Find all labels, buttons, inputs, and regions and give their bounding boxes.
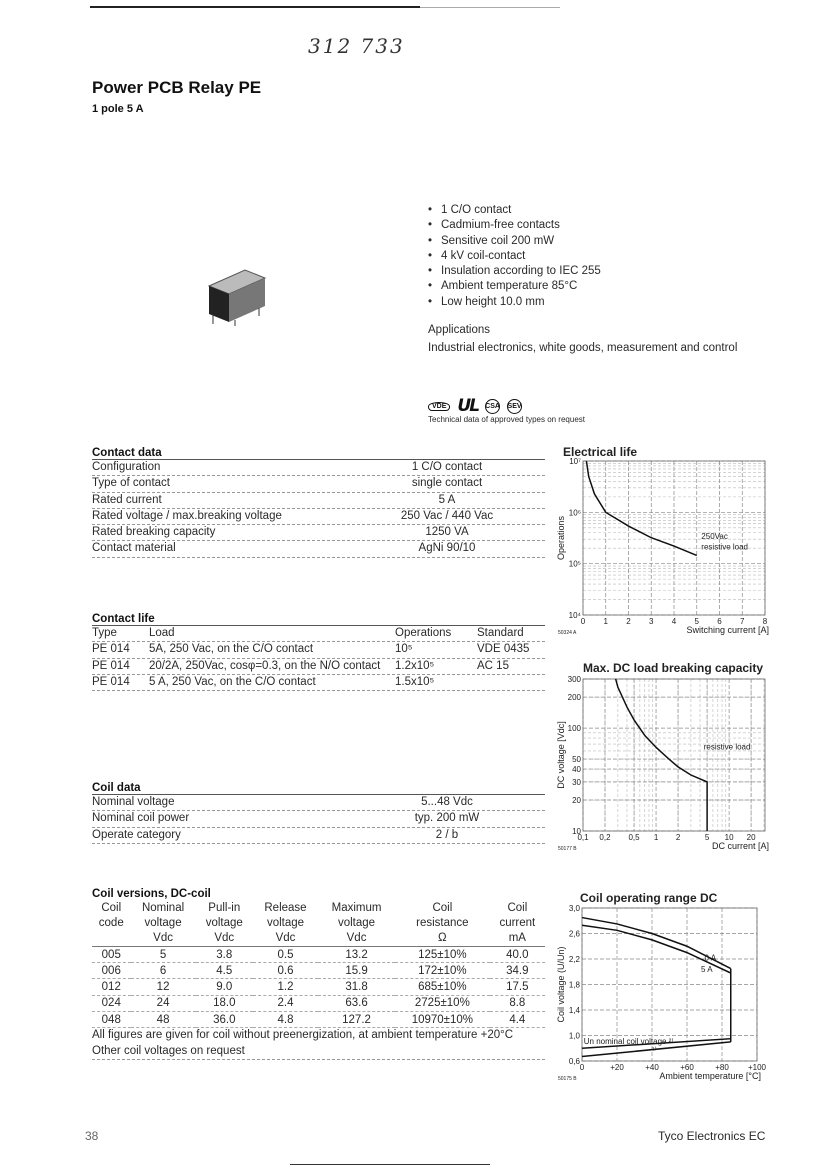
feature-item: • 1 C/O contact bbox=[428, 203, 601, 218]
chart-title: Max. DC load breaking capacity bbox=[583, 661, 764, 675]
contact-data-heading: Contact data bbox=[92, 447, 545, 460]
cell: 36.0 bbox=[196, 1012, 253, 1028]
x-tick-label: 8 bbox=[762, 617, 768, 626]
top-rule bbox=[90, 6, 420, 8]
table-row bbox=[92, 946, 545, 962]
y-axis-label: Operations bbox=[556, 515, 566, 561]
annotation: ¹⁾ bbox=[652, 1045, 657, 1055]
dc-breaking-capacity-chart bbox=[555, 660, 775, 860]
csa-mark-icon: CSA bbox=[485, 399, 500, 414]
y-tick-label: 300 bbox=[567, 675, 581, 684]
header-cell: Vdc bbox=[131, 931, 196, 947]
x-tick-label: 4 bbox=[671, 617, 677, 626]
x-tick-label: 0 bbox=[579, 1063, 585, 1072]
x-tick-label: 0,5 bbox=[628, 833, 640, 842]
cell: Operations bbox=[395, 627, 452, 639]
cell: PE 014 bbox=[92, 659, 130, 672]
annotation: Un nominal coil voltage ²⁾ bbox=[583, 1036, 674, 1046]
y-tick-label: 2,2 bbox=[568, 955, 580, 964]
header-cell: voltage bbox=[266, 916, 305, 929]
spec-label: Nominal voltage bbox=[92, 796, 175, 808]
y-tick-label: 1,8 bbox=[568, 980, 580, 990]
annotation: 0 A bbox=[704, 953, 717, 963]
cell: 9.0 bbox=[196, 979, 253, 995]
relay-product-image bbox=[205, 258, 267, 326]
table-header-row bbox=[92, 915, 545, 930]
chart-title: Electrical life bbox=[563, 445, 638, 459]
x-tick-label: 10 bbox=[724, 833, 734, 842]
spec-label: Rated current bbox=[92, 493, 162, 506]
y-tick-label: 30 bbox=[572, 777, 581, 787]
series-line bbox=[582, 925, 731, 1042]
spec-row bbox=[92, 460, 545, 476]
x-tick-label: 5 bbox=[704, 833, 710, 842]
feature-item: • Low height 10.0 mm bbox=[428, 295, 601, 310]
header-cell: Vdc bbox=[253, 931, 318, 947]
spec-row bbox=[92, 493, 545, 509]
cell: 4.8 bbox=[253, 1012, 318, 1028]
spec-value: 5...48 Vdc bbox=[421, 796, 473, 808]
y-tick-label: 10 bbox=[572, 827, 581, 836]
spec-label: Nominal coil power bbox=[92, 812, 190, 825]
page-number: 38 bbox=[85, 1129, 99, 1143]
x-tick-label: 0,1 bbox=[577, 833, 589, 842]
page-title: Power PCB Relay PE bbox=[92, 78, 262, 97]
spec-label: Contact material bbox=[92, 542, 176, 555]
cell: 34.9 bbox=[490, 963, 545, 979]
table-row bbox=[92, 995, 545, 1011]
x-tick-label: +100 bbox=[747, 1063, 767, 1072]
annotation: 5 A bbox=[701, 964, 713, 974]
cell: 63.6 bbox=[318, 995, 395, 1011]
table-header-row bbox=[92, 626, 545, 642]
coil-operating-range-chart bbox=[555, 888, 775, 1093]
spec-row bbox=[92, 525, 545, 541]
spec-row bbox=[92, 811, 545, 827]
cell: 17.5 bbox=[490, 979, 545, 995]
header-cell: Nominal bbox=[141, 901, 185, 914]
x-tick-label: 2 bbox=[675, 833, 681, 842]
y-tick-label: 100 bbox=[567, 724, 581, 734]
chart-code: 50177 B bbox=[558, 846, 577, 852]
cell: 012 bbox=[92, 979, 131, 995]
spec-row bbox=[92, 828, 545, 844]
cell: 4.4 bbox=[490, 1012, 545, 1028]
x-tick-label: 3 bbox=[649, 617, 654, 626]
header-cell: voltage bbox=[144, 916, 182, 929]
cell: 127.2 bbox=[318, 1012, 395, 1028]
table-row bbox=[92, 659, 545, 675]
cell: 685±10% bbox=[395, 979, 490, 995]
y-tick-label: 1,4 bbox=[568, 1006, 580, 1015]
y-tick-label: 20 bbox=[572, 796, 581, 806]
cell: 3.8 bbox=[196, 946, 253, 962]
x-axis-label: DC current [A] bbox=[711, 841, 769, 851]
footer-company: Tyco Electronics EC bbox=[658, 1129, 766, 1143]
chart-code: 50175 B bbox=[558, 1076, 577, 1082]
feature-item: • Ambient temperature 85°C bbox=[428, 279, 601, 294]
header-cell: voltage bbox=[205, 916, 243, 929]
coil-data-section bbox=[92, 782, 545, 844]
spec-value: 2 / b bbox=[435, 828, 459, 841]
spec-row bbox=[92, 509, 545, 525]
x-tick-label: 2 bbox=[626, 617, 631, 626]
header-cell: Ω bbox=[395, 931, 490, 947]
top-rule-thin bbox=[420, 7, 560, 8]
header-cell: voltage bbox=[337, 916, 376, 929]
approval-marks bbox=[428, 396, 522, 416]
plot-frame bbox=[583, 679, 765, 831]
y-tick-label: 10⁴ bbox=[568, 611, 581, 620]
y-axis-label: Coil voltage (U/Un) bbox=[556, 946, 566, 1023]
x-tick-label: +60 bbox=[680, 1063, 694, 1072]
header-cell: resistance bbox=[416, 916, 469, 929]
x-axis-label: Switching current [A] bbox=[686, 625, 769, 635]
header-cell: Coil bbox=[507, 901, 528, 914]
bottom-rule bbox=[290, 1164, 490, 1165]
cell: 172±10% bbox=[395, 963, 490, 979]
spec-row bbox=[92, 476, 545, 492]
cell: 5 bbox=[131, 946, 196, 962]
feature-item: • Cadmium-free contacts bbox=[428, 218, 601, 233]
annotation: 250Vac bbox=[701, 532, 728, 542]
feature-item: • Sensitive coil 200 mW bbox=[428, 234, 601, 249]
header-cell: Pull-in bbox=[208, 901, 241, 914]
cell: 005 bbox=[92, 946, 131, 962]
coil-versions-heading: Coil versions, DC-coil bbox=[92, 888, 211, 900]
cell: 048 bbox=[92, 1012, 131, 1028]
y-tick-label: 200 bbox=[567, 693, 581, 703]
header-cell: Coil bbox=[101, 901, 122, 914]
x-axis-label: Ambient temperature [°C] bbox=[659, 1071, 761, 1081]
cell: 4.5 bbox=[196, 963, 253, 979]
cell: 8.8 bbox=[490, 995, 545, 1011]
handwritten-number: 312 733 bbox=[308, 34, 405, 58]
feature-item: • 4 kV coil-contact bbox=[428, 249, 601, 264]
cell: 10⁵ bbox=[395, 643, 413, 656]
cell: Load bbox=[149, 627, 175, 639]
header-cell: mA bbox=[490, 931, 545, 947]
table-header-row bbox=[92, 931, 545, 947]
x-tick-label: 6 bbox=[717, 617, 722, 626]
y-tick-label: 40 bbox=[572, 765, 581, 775]
table-row bbox=[92, 642, 545, 658]
spec-label: Rated voltage / max.breaking voltage bbox=[92, 509, 282, 522]
x-tick-label: 1 bbox=[603, 617, 608, 626]
y-tick-label: 50 bbox=[572, 755, 581, 765]
cell: 10970±10% bbox=[395, 1012, 490, 1028]
feature-list bbox=[428, 203, 601, 310]
cell: 1.2x10⁵ bbox=[395, 659, 435, 672]
y-tick-label: 0,6 bbox=[568, 1057, 580, 1066]
cell: AC 15 bbox=[477, 659, 509, 672]
series-line bbox=[586, 461, 696, 555]
electrical-life-chart bbox=[555, 445, 775, 645]
coil-versions-table bbox=[92, 900, 545, 1028]
cell: 18.0 bbox=[196, 995, 253, 1011]
cell: 13.2 bbox=[318, 946, 395, 962]
table-row bbox=[92, 1012, 545, 1028]
table-row bbox=[92, 979, 545, 995]
cell: 12 bbox=[131, 979, 196, 995]
cell: 006 bbox=[92, 963, 131, 979]
y-tick-label: 1,0 bbox=[568, 1031, 580, 1041]
y-tick-label: 10⁷ bbox=[569, 457, 581, 466]
cell: 15.9 bbox=[318, 963, 395, 979]
y-tick-label: 2,6 bbox=[568, 929, 580, 939]
y-tick-label: 10⁵ bbox=[568, 559, 581, 569]
spec-row bbox=[92, 795, 545, 811]
header-cell: Vdc bbox=[196, 931, 253, 947]
header-cell: Maximum bbox=[331, 901, 382, 914]
cell: 024 bbox=[92, 995, 131, 1011]
chart-code: 50324 A bbox=[558, 630, 577, 636]
cell: 125±10% bbox=[395, 946, 490, 962]
contact-life-section bbox=[92, 613, 545, 691]
annotation: resistive load bbox=[703, 742, 751, 752]
cell: 1.2 bbox=[253, 979, 318, 995]
spec-label: Configuration bbox=[92, 461, 161, 473]
spec-value: 1 C/O contact bbox=[411, 461, 483, 473]
cell: 20/2A, 250Vac, cosφ=0.3, on the N/O contact bbox=[149, 659, 381, 672]
x-tick-label: +20 bbox=[610, 1063, 624, 1072]
approvals-note: Technical data of approved types on request bbox=[428, 415, 585, 424]
x-tick-label: 5 bbox=[694, 617, 699, 626]
header-cell: Release bbox=[264, 901, 307, 914]
table-row bbox=[92, 675, 545, 691]
coil-note-1: All figures are given for coil without preenergization, at ambient temperature +20°C bbox=[92, 1029, 514, 1042]
spec-label: Operate category bbox=[92, 828, 181, 841]
applications-text: Industrial electronics, white goods, measurement and control bbox=[428, 342, 738, 354]
feature-item: • Insulation according to IEC 255 bbox=[428, 264, 601, 279]
sev-mark-icon: SEV bbox=[507, 399, 522, 414]
annotation: resistive load bbox=[701, 542, 748, 552]
spec-value: 250 Vac / 440 Vac bbox=[400, 509, 494, 522]
cell: 2.4 bbox=[253, 995, 318, 1011]
chart-title: Coil operating range DC bbox=[580, 891, 718, 905]
spec-value: AgNi 90/10 bbox=[418, 542, 476, 555]
cell: 40.0 bbox=[490, 946, 545, 962]
x-tick-label: 7 bbox=[740, 617, 745, 626]
spec-label: Rated breaking capacity bbox=[92, 526, 216, 539]
cell: PE 014 bbox=[92, 643, 130, 656]
cell: PE 014 bbox=[92, 675, 130, 688]
header-cell: current bbox=[499, 916, 536, 929]
x-tick-label: +80 bbox=[715, 1063, 729, 1072]
cell: 48 bbox=[131, 1012, 196, 1028]
cell: 6 bbox=[131, 963, 196, 979]
cell: 0.6 bbox=[253, 963, 318, 979]
series-line bbox=[616, 679, 707, 831]
cell: 5 A, 250 Vac, on the C/O contact bbox=[149, 675, 316, 688]
spec-label: Type of contact bbox=[92, 477, 170, 490]
spec-value: 1250 VA bbox=[425, 526, 469, 539]
cell: 5A, 250 Vac, on the C/O contact bbox=[149, 643, 314, 656]
x-tick-label: 0 bbox=[580, 617, 586, 626]
coil-versions-section bbox=[92, 888, 545, 1060]
spec-row bbox=[92, 541, 545, 557]
spec-value: single contact bbox=[411, 477, 483, 490]
plot-frame bbox=[583, 461, 765, 615]
table-header-row bbox=[92, 900, 545, 915]
y-tick-label: 3,0 bbox=[568, 904, 580, 913]
spec-value: 5 A bbox=[438, 493, 456, 506]
applications-heading: Applications bbox=[428, 324, 491, 336]
cell: Standard bbox=[477, 627, 524, 639]
contact-life-heading: Contact life bbox=[92, 613, 545, 626]
cell: VDE 0435 bbox=[477, 643, 530, 656]
cell: 2725±10% bbox=[395, 995, 490, 1011]
x-tick-label: 1 bbox=[653, 833, 659, 842]
y-axis-label: DC voltage [Vdc] bbox=[556, 721, 566, 789]
x-tick-label: 0,2 bbox=[599, 833, 611, 842]
coil-data-heading: Coil data bbox=[92, 782, 545, 795]
header-cell: code bbox=[98, 916, 124, 929]
header-cell: Vdc bbox=[318, 931, 395, 947]
cell: 24 bbox=[131, 995, 196, 1011]
ul-mark-icon: UL bbox=[457, 396, 479, 416]
spec-value: typ. 200 mW bbox=[414, 812, 480, 825]
coil-note-2: Other coil voltages on request bbox=[92, 1044, 545, 1060]
x-tick-label: 20 bbox=[746, 833, 756, 842]
page-subtitle: 1 pole 5 A bbox=[92, 103, 144, 115]
cell: 1.5x10⁵ bbox=[395, 675, 435, 688]
header-cell bbox=[92, 931, 131, 947]
header-cell: Coil bbox=[432, 901, 453, 914]
cell: 0.5 bbox=[253, 946, 318, 962]
cell: 31.8 bbox=[318, 979, 395, 995]
cell: Type bbox=[92, 627, 117, 639]
table-row bbox=[92, 963, 545, 979]
x-tick-label: +40 bbox=[645, 1063, 659, 1072]
vde-mark-icon: VDE bbox=[428, 402, 450, 411]
y-tick-label: 10⁶ bbox=[568, 508, 581, 518]
contact-data-section bbox=[92, 447, 545, 558]
